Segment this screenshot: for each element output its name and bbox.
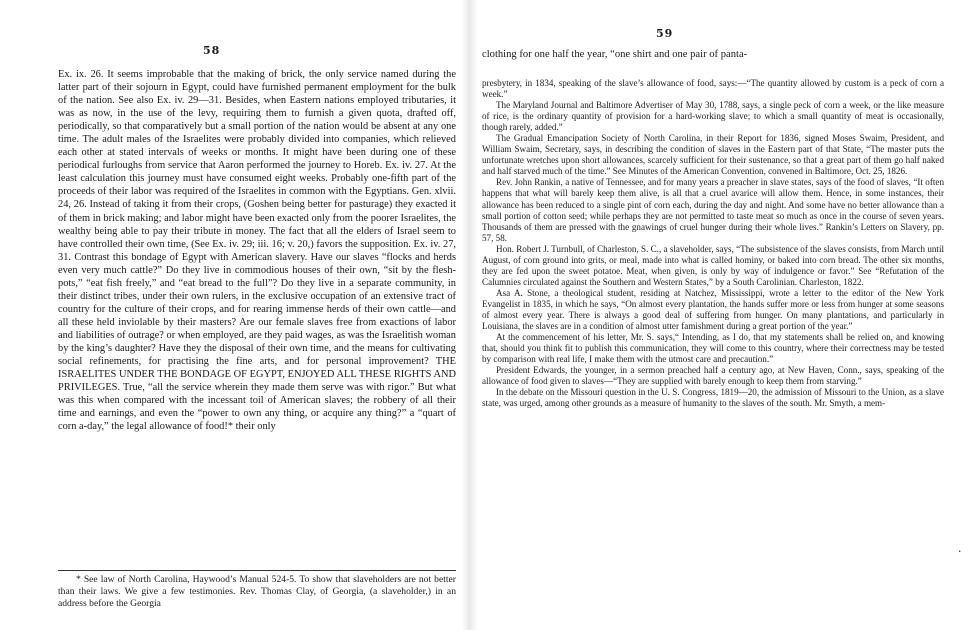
quote-paragraph: At the commencement of his letter, Mr. S. says,“ Intending, as I do, that my statements shall be relied on, and knowing that, should you think fit to publish this communication, they will come to this country, where their correctness may be tested by comparison with real life, I make them with the utmost care and precaution.” <box>482 332 944 365</box>
quote-paragraph: In the debate on the Missouri question in the U. S. Congress, 1819—20, the admission of Missouri to the Union, as a slave state, was urged, among other grounds as a measure of humanity to the slaves of the south. Mr. Smyth, a mem- <box>482 387 944 409</box>
quote-paragraph: The Gradual Emancipation Society of North Carolina, in their Report for 1836, signed Moses Swaim, President, and William Swaim, Secretary, says, in describing the condition of slaves in the Eastern part of that State, “The master puts the unfortunate wretches upon short allowances, scarcely sufficient for their sustenance, so that a great part of them go half naked and half starved much of the time.” See Minutes of the American Convention, convened in Baltimore, Oct. 25, 1826. <box>482 133 944 177</box>
left-body-text <box>58 68 456 433</box>
left-page <box>0 0 470 630</box>
quote-paragraph: Asa A. Stone, a theological student, residing at Natchez, Mississippi, wrote a letter to the editor of the New York Evangelist in 1835, in which he says, “On almost every plantation, the hands suffer more or less from hunger at some seasons of almost every year. There is always a good deal of suffering from hunger. On many plantations, and particularly in Louisiana, the slaves are in a condition of almost utter famishment during a great portion of the year.” <box>482 287 944 332</box>
quote-paragraph: Hon. Robert J. Turnbull, of Charleston, S. C., a slaveholder, says, “The subsistence of the slaves consists, from March until August, of corn ground into grits, or meal, made into what is called hominy, or baked into corn bread. The other six months, they are fed upon the sweet potatoe. Meat, when given, is only by way of indulgence or favor.” See “Refutation of the Calumnies circulated against the Southern and Western States,” by a South Carolinian. Charleston, 1822. <box>482 243 944 287</box>
margin-mark: · <box>958 545 962 558</box>
footnote-text: * See law of North Carolina, Haywood’s Manual 524-5. To show that slaveholders are not better than their laws. We give a few testimonies. Rev. Thomas Clay, of Georgia, (a slaveholder,) in an address before the Georgia <box>58 574 456 609</box>
quote-paragraph: President Edwards, the younger, in a sermon preached half a century ago, at New Haven, Conn., says, speaking of the allowance of food given to slaves—“They are supplied with barely enough to keep them from starving.” <box>482 365 944 387</box>
quote-paragraph: The Maryland Journal and Baltimore Advertiser of May 30, 1788, says, a single peck of corn a week, or the like measure of rice, is the ordinary quantity of provision for a hard-working slave; to which a small quantity of meat is occasionally, though rarely, added.” <box>482 100 944 133</box>
left-footnote <box>58 574 456 610</box>
right-page-number: 59 <box>656 27 674 40</box>
quote-paragraph: presbytery, in 1834, speaking of the slave’s allowance of food, says:—“The quantity allowed by custom is a peck of corn a week.” <box>482 78 944 100</box>
right-continuation-line: clothing for one half the year, “one shirt and one pair of panta- <box>482 49 748 60</box>
quote-paragraph: Rev. John Rankin, a native of Tennessee, and for many years a preacher in slave states, says of the food of slaves, “It often happens that what will barely keep them alive, is all that a cruel avarice will allow them. Hence, in some instances, their allowance has been reduced to a single pint of corn each, during the day and night. And some have no better allowance than a small portion of cotton seed; while perhaps they are not permitted to taste meat so much as once in the course of seven years. Thousands of them are pressed with the gnawings of cruel hunger during their whole lives.” Rankin’s Letters on Slavery, pp. 57, 58. <box>482 177 944 243</box>
right-footnote-quotes <box>482 78 944 409</box>
footnote-rule <box>58 570 456 571</box>
left-paragraph: Ex. ix. 26. It seems improbable that the making of brick, the only service named during the latter part of their sojourn in Egypt, could have furnished permanent employment for the bulk of the nation. See also Ex. iv. 29—31. Besides, when Eastern nations employed tributaries, it was as now, in the use of the levy, requiring them to furnish a given quota, drafted off, periodically, so that comparatively but a small portion of the nation would be absent at any one time. The adult males of the Israelites were probably divided into companies, which relieved each other at stated intervals of weeks or months. It might have been during one of these periodical furloughs from service that Aaron performed the journey to Horeb. Ex. iv. 27. At the least calculation this journey must have consumed eight weeks. Probably one-fifth part of the proceeds of their labor was required of the Israelites in common with the Egyptians. Gen. xlvii. 24, 26. Instead of taking it from their crops, (Goshen being better for pasturage) they exacted it of them in brick making; and labor might have been exacted only from the poorer Israelites, the wealthy being able to pay their tribute in money. The fact that all the elders of Israel seem to have controlled their own time, (See Ex. iv. 29; iii. 16; v. 20,) favors the supposition. Ex. iv. 27, 31. Contrast this bondage of Egypt with American slavery. Have our slaves “flocks and herds even very much cattle?” Do they live in commodious houses of their own, “sit by the flesh-pots,” “eat fish freely,” and “eat bread to the full”? Do they live in a separate community, in their distinct tribes, under their own rulers, in the exclusive occupation of an extensive tract of country for the culture of their crops, and for rearing immense herds of their own cattle—and all these held inviolable by their masters? Are our female slaves free from exactions of labor and liabilities of outrage? or when employed, are they paid wages, as was the Israelitish woman by the king’s daughter? Have they the disposal of their own time, and the means for cultivating social refinements, for practising the fine arts, and for personal improvement? THE ISRAELITES UNDER THE BONDAGE OF EGYPT, ENJOYED ALL THESE RIGHTS AND PRIVILEGES. True, “all the service wherein they made them serve was with rigor.” But what was this when compared with the incessant toil of American slaves; the robbery of all their time and earnings, and even the “power to own any thing, or acquire any thing?” a “quart of corn a-day,” the legal allowance of food!* their only <box>58 69 456 433</box>
right-page <box>470 0 980 630</box>
left-page-number: 58 <box>203 44 221 57</box>
